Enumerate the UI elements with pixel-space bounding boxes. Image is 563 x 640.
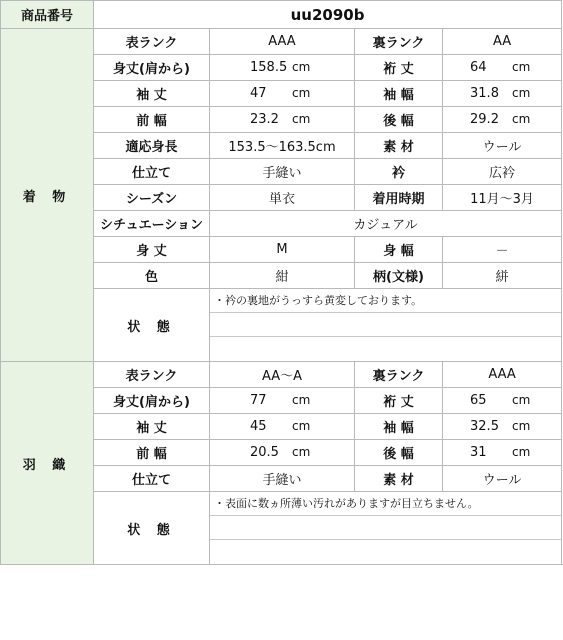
- measure-value: 29.2: [470, 112, 499, 127]
- spec-row: [1, 362, 562, 388]
- measure-value: 31.8: [470, 86, 499, 101]
- spec-label: 前 幅: [94, 107, 210, 133]
- spec-value: 手縫い: [210, 159, 355, 185]
- condition-note-line: [210, 540, 561, 563]
- spec-value: 紺: [210, 263, 355, 289]
- spec-label: 袖 丈: [94, 414, 210, 440]
- spec-value: [443, 414, 562, 440]
- measure-unit: cm: [512, 445, 531, 459]
- spec-value: [443, 81, 562, 107]
- spec-label: 色: [94, 263, 210, 289]
- spec-value: AA～A: [210, 362, 355, 388]
- spec-value: AA: [443, 29, 562, 55]
- measure-value: 65: [470, 393, 487, 408]
- spec-label: 袖 幅: [355, 414, 443, 440]
- situation-value: カジュアル: [210, 211, 562, 237]
- spec-label: 仕立て: [94, 159, 210, 185]
- measure-unit: cm: [512, 393, 531, 407]
- spec-value: AAA: [443, 362, 562, 388]
- measure-value: 158.5: [250, 60, 288, 75]
- spec-value: [210, 81, 355, 107]
- spec-label: 袖 幅: [355, 81, 443, 107]
- spec-label: 裄 丈: [355, 388, 443, 414]
- spec-value: ウール: [443, 133, 562, 159]
- measure-value: 45: [250, 419, 267, 434]
- spec-value: [443, 55, 562, 81]
- measure-unit: cm: [512, 419, 531, 433]
- spec-label: 身丈(肩から): [94, 388, 210, 414]
- spec-value: 広衿: [443, 159, 562, 185]
- condition-note-line: [210, 313, 561, 337]
- measure-value: 23.2: [250, 112, 279, 127]
- spec-label: 裄 丈: [355, 55, 443, 81]
- spec-value: [443, 107, 562, 133]
- spec-value: －: [443, 237, 562, 263]
- measure-value: 47: [250, 86, 267, 101]
- section-label-kimono: 着 物: [1, 29, 94, 362]
- spec-value: 11月～3月: [443, 185, 562, 211]
- spec-label: 前 幅: [94, 440, 210, 466]
- condition-label: 状 態: [94, 492, 210, 565]
- spec-value: [443, 388, 562, 414]
- spec-value: 153.5～163.5cm: [210, 133, 355, 159]
- measure-value: 20.5: [250, 445, 279, 460]
- spec-value: 単衣: [210, 185, 355, 211]
- spec-label: 身 丈: [94, 237, 210, 263]
- spec-value: [210, 55, 355, 81]
- product-number-value: uu2090b: [94, 1, 562, 29]
- condition-note-line: ・表面に数ヵ所薄い汚れがありますが目立ちません。: [210, 492, 561, 516]
- measure-unit: cm: [292, 393, 311, 407]
- spec-value: 絣: [443, 263, 562, 289]
- measure-value: 64: [470, 60, 487, 75]
- measure-unit: cm: [512, 112, 531, 126]
- measure-unit: cm: [292, 419, 311, 433]
- measure-unit: cm: [512, 60, 531, 74]
- spec-value: ウール: [443, 466, 562, 492]
- spec-label: シーズン: [94, 185, 210, 211]
- spec-value: AAA: [210, 29, 355, 55]
- measure-unit: cm: [292, 86, 311, 100]
- condition-note-line: [210, 516, 561, 540]
- spec-label: 裏ランク: [355, 362, 443, 388]
- condition-notes: [210, 492, 562, 565]
- measure-value: 77: [250, 393, 267, 408]
- measure-value: 32.5: [470, 419, 499, 434]
- spec-label: 衿: [355, 159, 443, 185]
- measure-unit: cm: [292, 445, 311, 459]
- header-row: [1, 1, 562, 29]
- spec-label: 身丈(肩から): [94, 55, 210, 81]
- spec-value: [210, 440, 355, 466]
- spec-label: 着用時期: [355, 185, 443, 211]
- spec-value: [210, 107, 355, 133]
- condition-note-line: [210, 337, 561, 360]
- measure-unit: cm: [292, 60, 311, 74]
- spec-value: [443, 440, 562, 466]
- spec-row: [1, 29, 562, 55]
- spec-label: 表ランク: [94, 29, 210, 55]
- measure-unit: cm: [292, 112, 311, 126]
- condition-notes: [210, 289, 562, 362]
- spec-label: 袖 丈: [94, 81, 210, 107]
- spec-label: 適応身長: [94, 133, 210, 159]
- measure-value: 31: [470, 445, 487, 460]
- spec-value: 手縫い: [210, 466, 355, 492]
- situation-label: シチュエーション: [94, 211, 210, 237]
- section-label-haori: 羽 織: [1, 362, 94, 565]
- spec-label: 素 材: [355, 466, 443, 492]
- condition-label: 状 態: [94, 289, 210, 362]
- spec-label: 裏ランク: [355, 29, 443, 55]
- spec-value: [210, 388, 355, 414]
- spec-value: [210, 414, 355, 440]
- product-number-label: 商品番号: [1, 1, 94, 29]
- spec-label: 素 材: [355, 133, 443, 159]
- spec-label: 仕立て: [94, 466, 210, 492]
- spec-label: 柄(文様): [355, 263, 443, 289]
- spec-label: 身 幅: [355, 237, 443, 263]
- spec-label: 後 幅: [355, 107, 443, 133]
- measure-unit: cm: [512, 86, 531, 100]
- spec-label: 表ランク: [94, 362, 210, 388]
- condition-note-line: ・衿の裏地がうっすら黄変しております。: [210, 289, 561, 313]
- spec-value: M: [210, 237, 355, 263]
- spec-label: 後 幅: [355, 440, 443, 466]
